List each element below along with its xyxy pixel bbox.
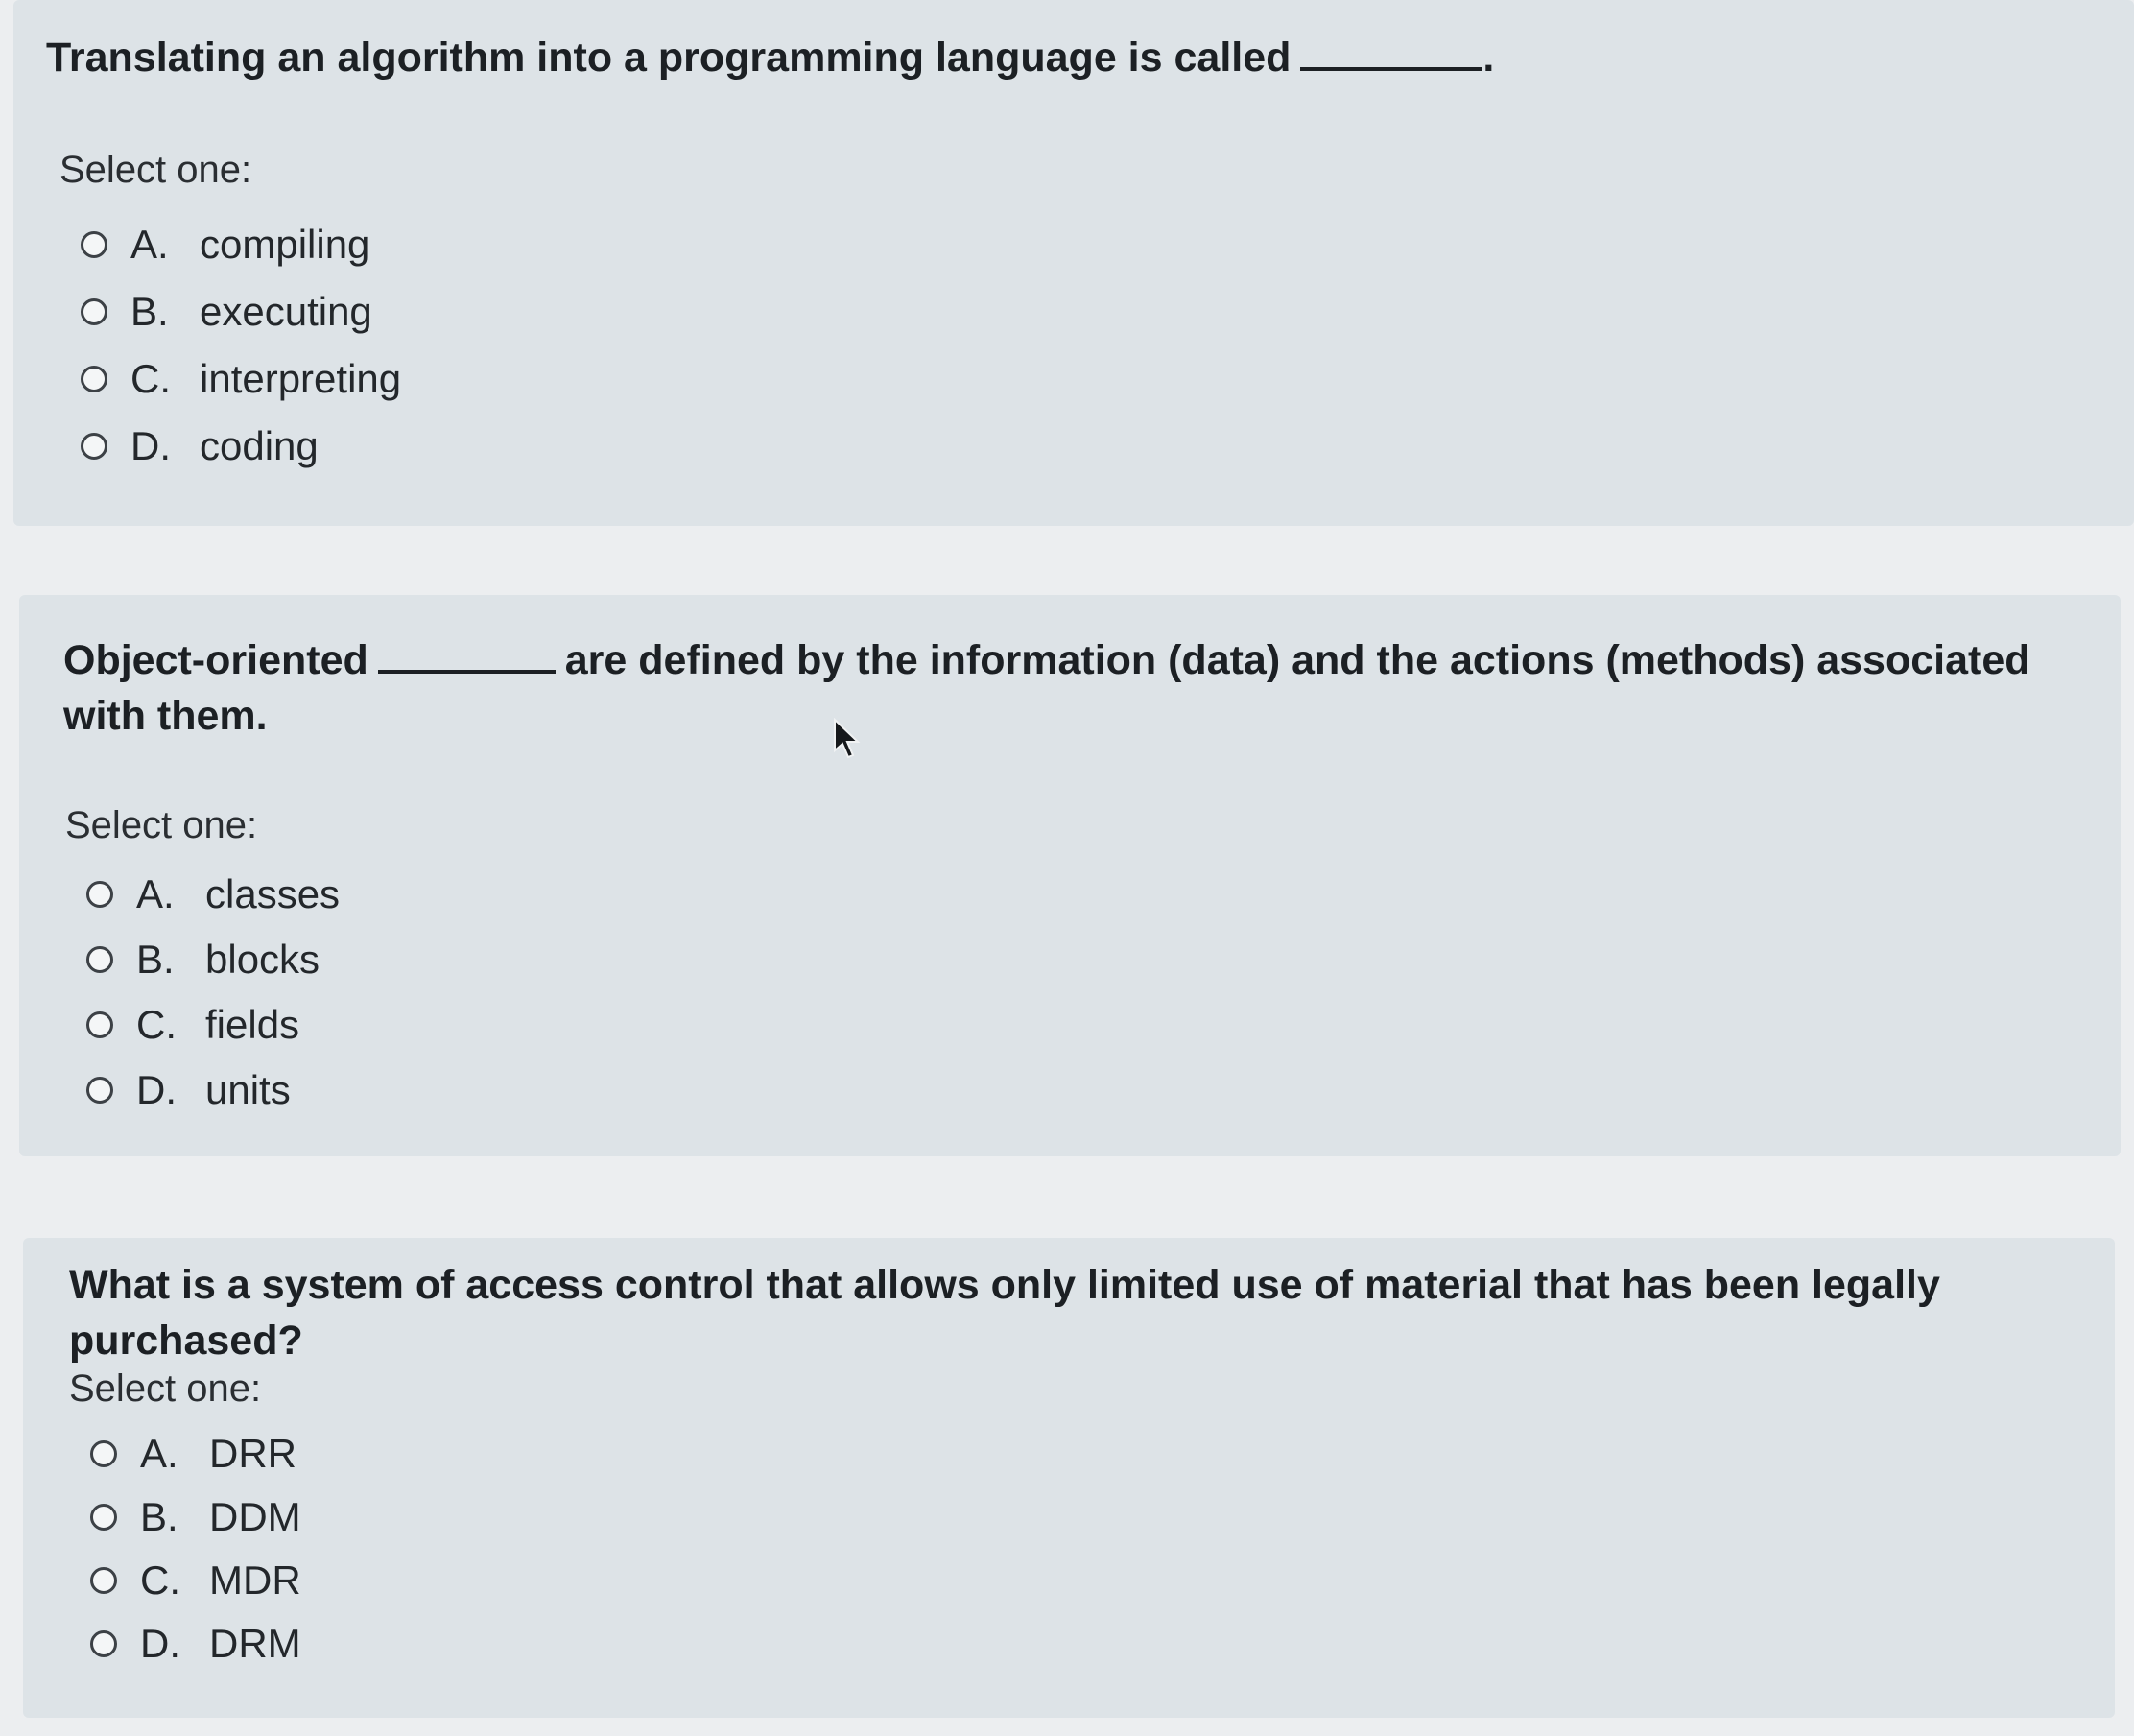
option-label: compiling [200, 222, 370, 267]
option-label: classes [205, 871, 341, 916]
question-3-option-a[interactable] [90, 1422, 301, 1486]
question-1-text-after: . [1482, 35, 1495, 81]
question-3-option-d[interactable] [90, 1612, 301, 1676]
option-letter: B. [140, 1494, 178, 1539]
radio-unselected-icon[interactable] [86, 946, 113, 973]
question-3-text: What is a system of access control that allows only limited use of material that has been legally purchased? [69, 1262, 1940, 1364]
radio-unselected-icon[interactable] [86, 1011, 113, 1038]
option-letter: D. [130, 423, 171, 468]
option-label: DDM [209, 1494, 301, 1539]
option-letter: A. [140, 1431, 178, 1476]
question-2-option-b[interactable] [86, 927, 340, 992]
option-label: executing [200, 289, 372, 334]
question-2-options [86, 862, 340, 1123]
option-label: DRR [209, 1431, 296, 1476]
question-1-select-one-label: Select one: [59, 149, 252, 191]
option-letter: C. [140, 1558, 180, 1603]
question-2-option-a[interactable] [86, 862, 340, 927]
option-label: coding [200, 423, 319, 468]
radio-unselected-icon[interactable] [86, 881, 113, 908]
question-2-option-c[interactable] [86, 992, 340, 1058]
option-letter: A. [136, 871, 175, 916]
option-label: units [205, 1067, 291, 1112]
question-1-options [81, 211, 401, 480]
option-label: fields [205, 1002, 300, 1047]
option-letter: C. [130, 356, 171, 401]
option-label: interpreting [200, 356, 402, 401]
question-1-option-c[interactable] [81, 345, 401, 413]
question-3-option-b[interactable] [90, 1486, 301, 1549]
question-1-option-d[interactable] [81, 413, 401, 480]
question-1-blank [1300, 29, 1482, 71]
question-3-option-c[interactable] [90, 1549, 301, 1612]
question-1-option-a[interactable] [81, 211, 401, 278]
question-1-text [46, 29, 1494, 85]
question-2-option-d[interactable] [86, 1058, 340, 1123]
question-2-text [63, 631, 2040, 744]
question-2-blank [378, 631, 556, 674]
option-letter: B. [136, 937, 175, 982]
option-letter: D. [136, 1067, 177, 1112]
radio-unselected-icon[interactable] [81, 231, 107, 258]
question-1-option-b[interactable] [81, 278, 401, 345]
radio-unselected-icon[interactable] [90, 1504, 117, 1531]
question-2-select-one-label: Select one: [65, 804, 258, 846]
option-letter: A. [130, 222, 169, 267]
radio-unselected-icon[interactable] [81, 366, 107, 392]
radio-unselected-icon[interactable] [90, 1630, 117, 1657]
option-letter: C. [136, 1002, 177, 1047]
option-letter: B. [130, 289, 169, 334]
option-label: MDR [209, 1558, 301, 1603]
question-2-text-before: Object-oriented [63, 637, 368, 683]
radio-unselected-icon[interactable] [90, 1440, 117, 1467]
radio-unselected-icon[interactable] [86, 1077, 113, 1104]
mouse-pointer-icon [833, 718, 862, 760]
radio-unselected-icon[interactable] [81, 433, 107, 460]
radio-unselected-icon[interactable] [90, 1567, 117, 1594]
question-3-options [90, 1422, 301, 1676]
question-1-text-before: Translating an algorithm into a programming language is called [46, 35, 1292, 81]
option-letter: D. [140, 1621, 180, 1666]
option-label: DRM [209, 1621, 301, 1666]
radio-unselected-icon[interactable] [81, 298, 107, 325]
option-label: blocks [205, 937, 320, 982]
question-2-text-after: are defined by the information (data) and the actions (methods) associated with them. [63, 637, 2030, 739]
question-3-select-one-label: Select one: [69, 1367, 262, 1410]
